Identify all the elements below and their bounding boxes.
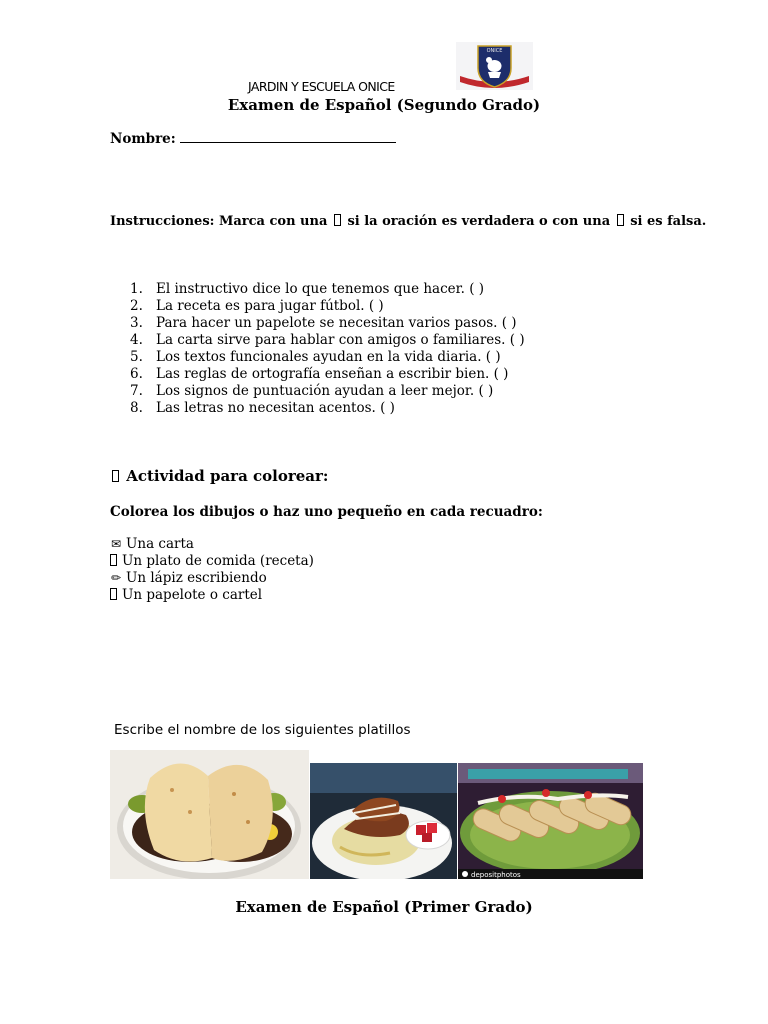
- name-blank-line[interactable]: [180, 130, 396, 143]
- instructions-part1: Instrucciones: Marca con una: [110, 214, 328, 229]
- pencil-icon: ✏: [110, 571, 122, 585]
- question-number: 6.: [130, 366, 143, 382]
- instructions-part2: si la oración es verdadera o con una: [347, 214, 611, 229]
- activity-title: Actividad para colorear:: [126, 467, 329, 485]
- question-text: El instructivo dice lo que tenemos que hacer. ( ): [156, 281, 485, 297]
- name-field: [110, 130, 396, 147]
- crest-label: ONICE: [486, 48, 503, 54]
- question-number: 3.: [130, 315, 143, 331]
- activity-item-text: Un plato de comida (receta): [122, 553, 314, 569]
- watermark-text: depositphotos: [471, 871, 521, 879]
- plate-photo: [310, 763, 457, 879]
- missing-glyph-icon: [110, 588, 117, 600]
- missing-glyph-icon: [617, 214, 624, 226]
- list-item: [130, 298, 525, 315]
- list-item: [130, 281, 525, 298]
- name-label: Nombre:: [110, 131, 176, 147]
- question-number: 8.: [130, 400, 143, 416]
- school-name: JARDIN Y ESCUELA ONICE: [248, 79, 395, 94]
- envelope-icon: ✉: [110, 537, 122, 551]
- question-text: Las letras no necesitan acentos. ( ): [156, 400, 395, 416]
- list-item: [130, 366, 525, 383]
- question-text: La receta es para jugar fútbol. ( ): [156, 298, 384, 314]
- activity-subtitle: Colorea los dibujos o haz uno pequeño en cada recuadro:: [110, 504, 543, 520]
- list-item: [130, 332, 525, 349]
- list-item: [110, 536, 314, 553]
- question-number: 4.: [130, 332, 143, 348]
- exam-title: Examen de Español (Segundo Grado): [227, 96, 541, 114]
- question-number: 1.: [130, 281, 143, 297]
- dishes-prompt: Escribe el nombre de los siguientes platillos: [114, 722, 411, 738]
- missing-glyph-icon: [112, 470, 119, 482]
- activity-heading: [110, 467, 328, 485]
- list-item: [130, 383, 525, 400]
- list-item: [110, 570, 314, 587]
- question-text: Los textos funcionales ayudan en la vida diaria. ( ): [156, 349, 501, 365]
- activity-item-text: Un lápiz escribiendo: [126, 570, 267, 586]
- question-number: 2.: [130, 298, 143, 314]
- question-text: Las reglas de ortografía enseñan a escribir bien. ( ): [156, 366, 509, 382]
- question-number: 7.: [130, 383, 143, 399]
- question-text: Los signos de puntuación ayudan a leer mejor. ( ): [156, 383, 494, 399]
- flautas-photo: [458, 763, 643, 879]
- missing-glyph-icon: [334, 214, 341, 226]
- list-item: [130, 349, 525, 366]
- list-item: [110, 587, 314, 604]
- activity-item-text: Un papelote o cartel: [122, 587, 263, 603]
- list-item: [130, 400, 525, 417]
- question-text: La carta sirve para hablar con amigos o familiares. ( ): [156, 332, 525, 348]
- question-number: 5.: [130, 349, 143, 365]
- tacos-photo: [110, 750, 309, 879]
- school-crest-logo: [456, 42, 533, 90]
- instructions-part3: si es falsa.: [630, 214, 707, 229]
- activity-item-text: Una carta: [126, 536, 194, 552]
- footer-title: Examen de Español (Primer Grado): [235, 898, 533, 916]
- question-text: Para hacer un papelote se necesitan varios pasos. ( ): [156, 315, 517, 331]
- activity-items: [110, 536, 314, 604]
- question-list: [130, 281, 525, 417]
- missing-glyph-icon: [110, 554, 117, 566]
- instructions: [110, 214, 706, 229]
- list-item: [130, 315, 525, 332]
- list-item: [110, 553, 314, 570]
